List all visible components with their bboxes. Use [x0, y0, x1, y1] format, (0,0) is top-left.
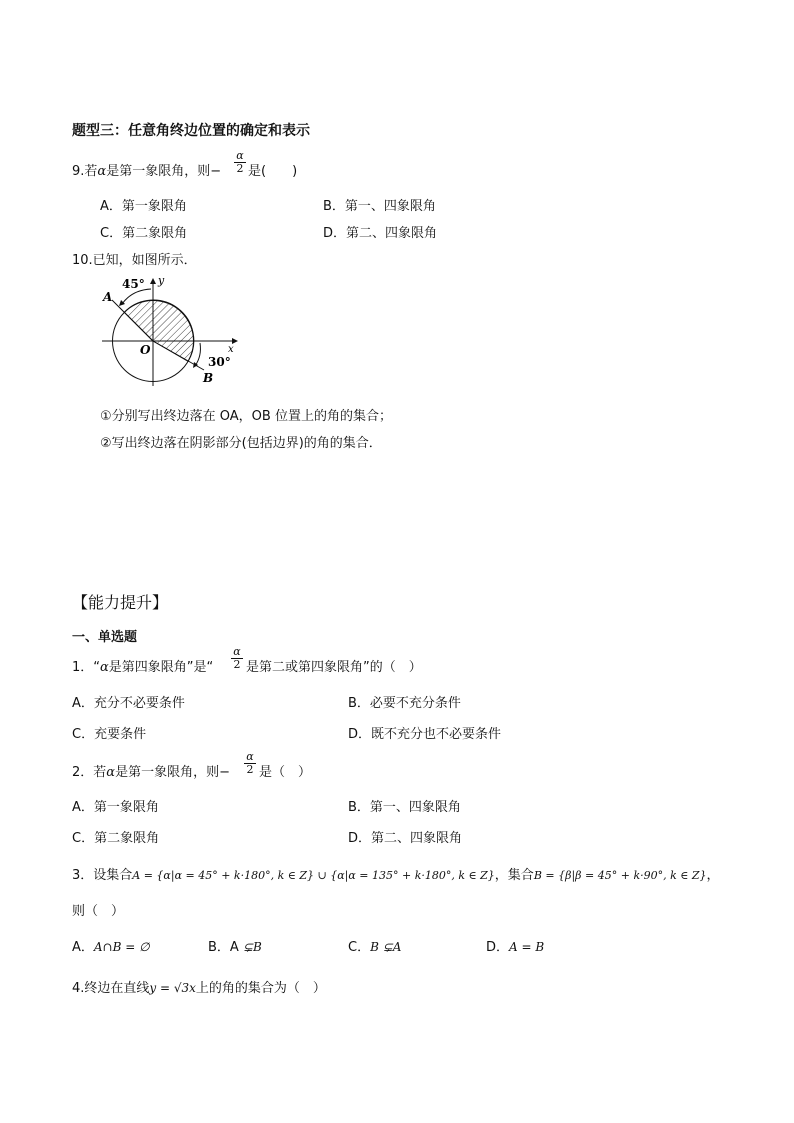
question-3-stem	[72, 864, 720, 883]
question-4-stem	[72, 977, 326, 996]
q2-frac-num: α	[246, 750, 254, 763]
q3-then: 则（ ）	[72, 904, 125, 919]
q1-fraction	[230, 646, 244, 671]
q9-option-b: B．第一、四象限角	[323, 199, 436, 214]
q1-option-b: B．必要不充分条件	[348, 696, 461, 711]
question-9-stem	[72, 160, 221, 179]
q3-option-a	[72, 936, 150, 955]
q1-frac-num: α	[233, 645, 241, 658]
question-1-stem	[72, 656, 213, 675]
q3-mid: ，集合	[494, 868, 534, 883]
y-axis-arrow	[150, 278, 156, 284]
q4-prefix: 4.终边在直线	[72, 981, 150, 996]
q9-prefix: 9.若	[72, 164, 98, 179]
q2-option-a: A．第一象限角	[72, 800, 159, 815]
q3-option-c	[348, 936, 401, 955]
q1-mid: 是第四象限角”是“	[108, 660, 214, 675]
question-10-stem: 10.已知，如图所示．	[72, 253, 197, 268]
ability-heading: 【能力提升】	[72, 593, 169, 612]
q2-fraction	[243, 751, 257, 776]
label-o: O	[140, 343, 151, 357]
q2-mid: 是第一象限角，则−	[115, 765, 230, 780]
q3-set-b: B = {β|β = 45° + k·90°, k ∈ Z}	[533, 869, 707, 882]
q3-set-a: A = {α|α = 45° + k·180°, k ∈ Z} ∪ {α|α = 135° + k·180°, k ∈ Z}	[132, 869, 495, 882]
q3-option-d	[486, 936, 544, 955]
label-y: y	[158, 274, 165, 287]
q9-alpha: α	[97, 164, 107, 179]
q2-option-d: D．第二、四象限角	[348, 831, 463, 846]
q9-option-d: D．第二、四象限角	[323, 226, 438, 241]
q9-mid: 是第一象限角，则−	[106, 164, 222, 179]
arc-30	[195, 343, 200, 366]
q4-math: y = √3x	[149, 981, 196, 995]
label-b: B	[203, 371, 214, 385]
q1-option-c: C．充要条件	[72, 727, 147, 742]
q9-suffix: 是( )	[248, 164, 298, 179]
q1-suffix: 是第二或第四象限角”的（ ）	[246, 660, 422, 675]
q3-option-a-math: A∩B = ∅	[93, 940, 150, 954]
q3-option-d-math: A = B	[509, 940, 545, 954]
q2-frac-den: 2	[246, 763, 254, 776]
q9-frac-num: α	[236, 149, 244, 162]
q3-option-a-label: A．	[72, 940, 94, 955]
label-a: A	[103, 290, 113, 304]
shaded-sector	[124, 300, 194, 361]
q3-option-b	[208, 936, 262, 955]
label-x: x	[228, 344, 234, 355]
single-choice-section: 一、单选题	[72, 630, 138, 645]
q4-suffix: 上的角的集合为（ ）	[195, 981, 326, 996]
section-heading-type3: 题型三：任意角终边位置的确定和表示	[72, 123, 310, 139]
q1-alpha: α	[100, 660, 109, 675]
q2-prefix: 2．若	[72, 765, 107, 780]
q3-option-c-math: B ⊊A	[370, 940, 402, 954]
q2-option-c: C．第二象限角	[72, 831, 160, 846]
q3-end: ，	[706, 868, 720, 883]
q2-option-b: B．第一、四象限角	[348, 800, 461, 815]
q9-frac-den: 2	[236, 162, 244, 175]
q9-option-a: A．第一象限角	[100, 199, 187, 214]
q9-option-c: C．第二象限角	[100, 226, 188, 241]
q3-option-b-label: B．A	[208, 940, 243, 955]
q1-option-d: D．既不充分也不必要条件	[348, 727, 502, 742]
q10-sub-1: ①分别写出终边落在 OA，OB 位置上的角的集合；	[100, 409, 392, 424]
q3-prefix: 3．设集合	[72, 868, 133, 883]
q2-alpha: α	[106, 765, 116, 780]
label-30: 30°	[208, 355, 231, 369]
q2-suffix: 是（ ）	[259, 765, 312, 780]
q3-option-c-label: C．	[348, 940, 371, 955]
q9-fraction	[233, 150, 247, 175]
label-45: 45°	[122, 277, 145, 291]
question-2-stem	[72, 761, 230, 780]
q1-prefix: 1．“	[72, 660, 101, 675]
q10-figure	[96, 270, 246, 388]
q1-frac-den: 2	[233, 658, 241, 671]
q3-option-b-math: ⊊B	[242, 940, 262, 954]
q3-option-d-label: D．	[486, 940, 510, 955]
q1-option-a: A．充分不必要条件	[72, 696, 185, 711]
q10-sub-2: ②写出终边落在阴影部分(包括边界)的角的集合．	[100, 436, 382, 451]
